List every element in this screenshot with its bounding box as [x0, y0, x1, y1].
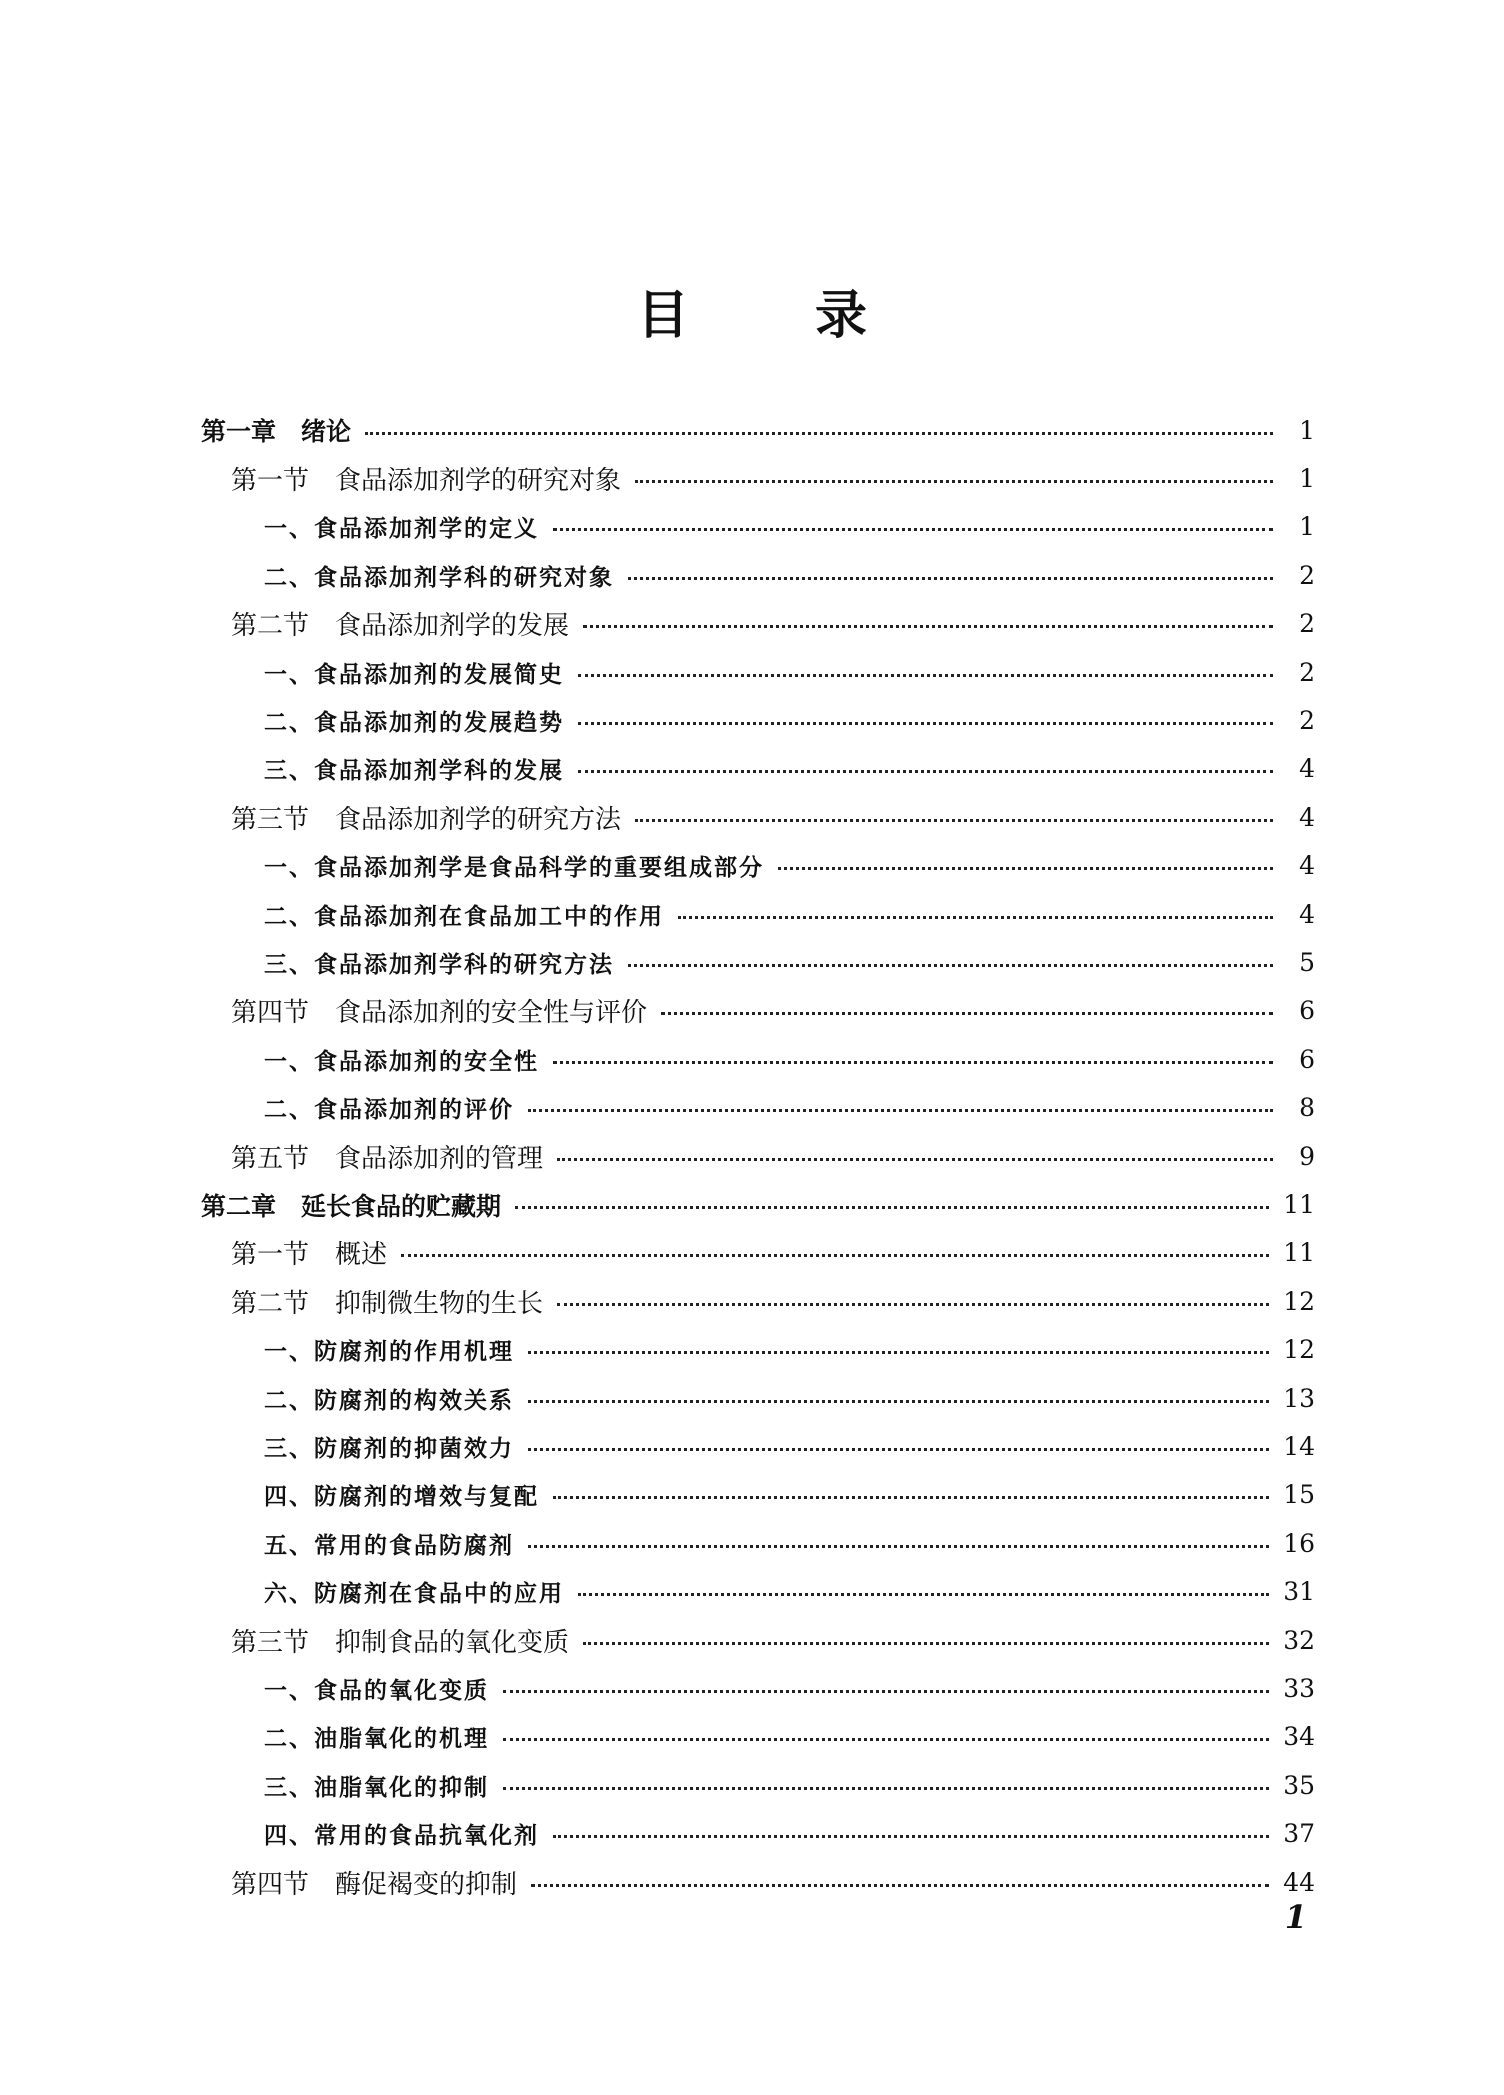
toc-entry-page: 14 — [1283, 1432, 1315, 1462]
dot-leader — [528, 1545, 1269, 1548]
dot-leader — [661, 1012, 1273, 1015]
toc-entry-title: 三、食品添加剂学科的发展 — [264, 757, 564, 785]
toc-entry-item[interactable] — [264, 696, 1315, 744]
toc-entry-page: 9 — [1299, 1141, 1315, 1171]
toc-entry-title: 三、油脂氧化的抑制 — [264, 1773, 489, 1801]
toc-entry-item[interactable] — [264, 1761, 1315, 1809]
toc-entry-page: 11 — [1283, 1190, 1315, 1220]
toc-entry-title: 二、油脂氧化的机理 — [264, 1725, 489, 1753]
dot-leader — [503, 1690, 1269, 1693]
toc-entry-item[interactable] — [264, 1035, 1315, 1083]
dot-leader — [583, 1642, 1269, 1645]
toc-entry-title: 第二节 抑制微生物的生长 — [231, 1288, 544, 1319]
toc-entry-item[interactable] — [264, 1374, 1315, 1422]
dot-leader — [578, 1593, 1269, 1596]
dot-leader — [553, 528, 1273, 531]
toc-entry-title: 第五节 食品添加剂的管理 — [231, 1143, 544, 1174]
toc-entry-chapter[interactable] — [201, 406, 1315, 454]
dot-leader — [528, 1109, 1273, 1112]
toc-entry-title: 第二节 食品添加剂学的发展 — [231, 611, 570, 642]
toc-entry-page: 13 — [1283, 1383, 1315, 1413]
toc-entry-section[interactable] — [231, 1616, 1315, 1664]
toc-entry-title: 二、食品添加剂学科的研究对象 — [264, 563, 614, 591]
dot-leader — [678, 916, 1273, 919]
toc-entry-section[interactable] — [231, 987, 1315, 1035]
dot-leader — [528, 1400, 1269, 1403]
toc-entry-item[interactable] — [264, 745, 1315, 793]
toc-entry-page: 35 — [1283, 1770, 1315, 1800]
toc-entry-title: 第一节 食品添加剂学的研究对象 — [231, 466, 622, 497]
toc-entry-item[interactable] — [264, 1568, 1315, 1616]
toc-entry-page: 8 — [1299, 1093, 1315, 1123]
toc-entry-section[interactable] — [231, 454, 1315, 502]
toc-entry-page: 2 — [1299, 706, 1315, 736]
dot-leader — [365, 432, 1273, 435]
toc-entry-page: 12 — [1283, 1286, 1315, 1316]
toc-entry-section[interactable] — [231, 1858, 1315, 1906]
page-title: 目 录 — [636, 285, 922, 346]
toc-entry-title: 第四节 酶促褐变的抑制 — [231, 1869, 518, 1900]
toc-entry-page: 4 — [1299, 754, 1315, 784]
toc-entry-item[interactable] — [264, 1713, 1315, 1761]
dot-leader — [578, 722, 1273, 725]
toc-entry-title: 第三节 抑制食品的氧化变质 — [231, 1627, 570, 1658]
toc-entry-page: 6 — [1299, 1044, 1315, 1074]
toc-entry-page: 33 — [1283, 1674, 1315, 1704]
toc-entry-item[interactable] — [264, 1084, 1315, 1132]
dot-leader — [578, 770, 1273, 773]
toc-entry-title: 五、常用的食品防腐剂 — [264, 1531, 514, 1559]
dot-leader — [528, 1351, 1269, 1354]
toc-entry-item[interactable] — [264, 551, 1315, 599]
toc-entry-page: 2 — [1299, 560, 1315, 590]
toc-entry-title: 三、食品添加剂学科的研究方法 — [264, 951, 614, 979]
toc-entry-chapter[interactable] — [201, 1180, 1315, 1228]
toc-entry-section[interactable] — [231, 1132, 1315, 1180]
toc-entry-page: 12 — [1283, 1335, 1315, 1365]
toc-entry-title: 四、防腐剂的增效与复配 — [264, 1483, 539, 1511]
toc-entry-page: 11 — [1283, 1238, 1315, 1268]
toc-entry-section[interactable] — [231, 1277, 1315, 1325]
toc-entry-item[interactable] — [264, 648, 1315, 696]
dot-leader — [583, 625, 1273, 628]
toc-entry-title: 二、防腐剂的构效关系 — [264, 1386, 514, 1414]
dot-leader — [503, 1787, 1269, 1790]
toc-entry-page: 44 — [1283, 1867, 1315, 1897]
toc-entry-title: 二、食品添加剂的评价 — [264, 1096, 514, 1124]
toc-entry-item[interactable] — [264, 1519, 1315, 1567]
toc-entry-title: 六、防腐剂在食品中的应用 — [264, 1580, 564, 1608]
dot-leader — [778, 867, 1273, 870]
toc-entry-title: 一、食品添加剂学的定义 — [264, 515, 539, 543]
dot-leader — [553, 1061, 1273, 1064]
dot-leader — [528, 1448, 1269, 1451]
dot-leader — [635, 480, 1273, 483]
toc-entry-page: 15 — [1283, 1480, 1315, 1510]
toc-entry-section[interactable] — [231, 793, 1315, 841]
toc-entry-title: 一、食品添加剂学是食品科学的重要组成部分 — [264, 854, 764, 882]
dot-leader — [628, 964, 1273, 967]
toc-entry-title: 三、防腐剂的抑菌效力 — [264, 1435, 514, 1463]
toc-entry-page: 4 — [1299, 802, 1315, 832]
dot-leader — [401, 1254, 1269, 1257]
toc-entry-item[interactable] — [264, 842, 1315, 890]
dot-leader — [553, 1496, 1269, 1499]
toc-entry-page: 4 — [1299, 851, 1315, 881]
dot-leader — [578, 674, 1273, 677]
toc-entry-title: 第四节 食品添加剂的安全性与评价 — [231, 998, 648, 1029]
toc-entry-page: 16 — [1283, 1528, 1315, 1558]
toc-entry-title: 四、常用的食品抗氧化剂 — [264, 1822, 539, 1850]
toc-entry-page: 31 — [1283, 1577, 1315, 1607]
toc-entry-item[interactable] — [264, 1326, 1315, 1374]
toc-entry-section[interactable] — [231, 600, 1315, 648]
toc-entry-item[interactable] — [264, 938, 1315, 986]
toc-entry-page: 6 — [1299, 996, 1315, 1026]
toc-entry-item[interactable] — [264, 1471, 1315, 1519]
toc-entry-title: 二、食品添加剂在食品加工中的作用 — [264, 902, 664, 930]
dot-leader — [515, 1206, 1269, 1209]
toc-entry-page: 34 — [1283, 1722, 1315, 1752]
toc-entry-page: 2 — [1299, 609, 1315, 639]
toc-entry-page: 1 — [1299, 464, 1315, 494]
dot-leader — [503, 1738, 1269, 1741]
toc-entry-title: 第一节 概述 — [231, 1240, 388, 1271]
toc-entry-page: 37 — [1283, 1819, 1315, 1849]
dot-leader — [635, 819, 1273, 822]
toc-entry-page: 1 — [1299, 512, 1315, 542]
toc-entry-title: 一、食品添加剂的安全性 — [264, 1047, 539, 1075]
toc-entry-item[interactable] — [264, 1422, 1315, 1470]
dot-leader — [531, 1884, 1269, 1887]
dot-leader — [557, 1158, 1273, 1161]
toc-entry-title: 第一章 绪论 — [201, 417, 352, 447]
toc-entry-title: 二、食品添加剂的发展趋势 — [264, 709, 564, 737]
toc-entry-title: 一、防腐剂的作用机理 — [264, 1338, 514, 1366]
toc-entry-item[interactable] — [264, 1664, 1315, 1712]
toc-entry-item[interactable] — [264, 1810, 1315, 1858]
dot-leader — [628, 577, 1273, 580]
toc-entry-page: 32 — [1283, 1625, 1315, 1655]
toc-entry-page: 2 — [1299, 657, 1315, 687]
dot-leader — [557, 1303, 1269, 1306]
toc-entry-page: 5 — [1299, 948, 1315, 978]
page-number: 1 — [1284, 1898, 1307, 1936]
toc-entry-title: 第三节 食品添加剂学的研究方法 — [231, 804, 622, 835]
toc-entry-page: 4 — [1299, 899, 1315, 929]
toc-entry-page: 1 — [1299, 415, 1315, 445]
toc-entry-title: 一、食品的氧化变质 — [264, 1677, 489, 1705]
toc-entry-title: 一、食品添加剂的发展简史 — [264, 660, 564, 688]
toc-entry-item[interactable] — [264, 890, 1315, 938]
toc-entry-section[interactable] — [231, 1229, 1315, 1277]
toc-entry-title: 第二章 延长食品的贮藏期 — [201, 1191, 502, 1221]
dot-leader — [553, 1835, 1269, 1838]
toc-entry-item[interactable] — [264, 503, 1315, 551]
